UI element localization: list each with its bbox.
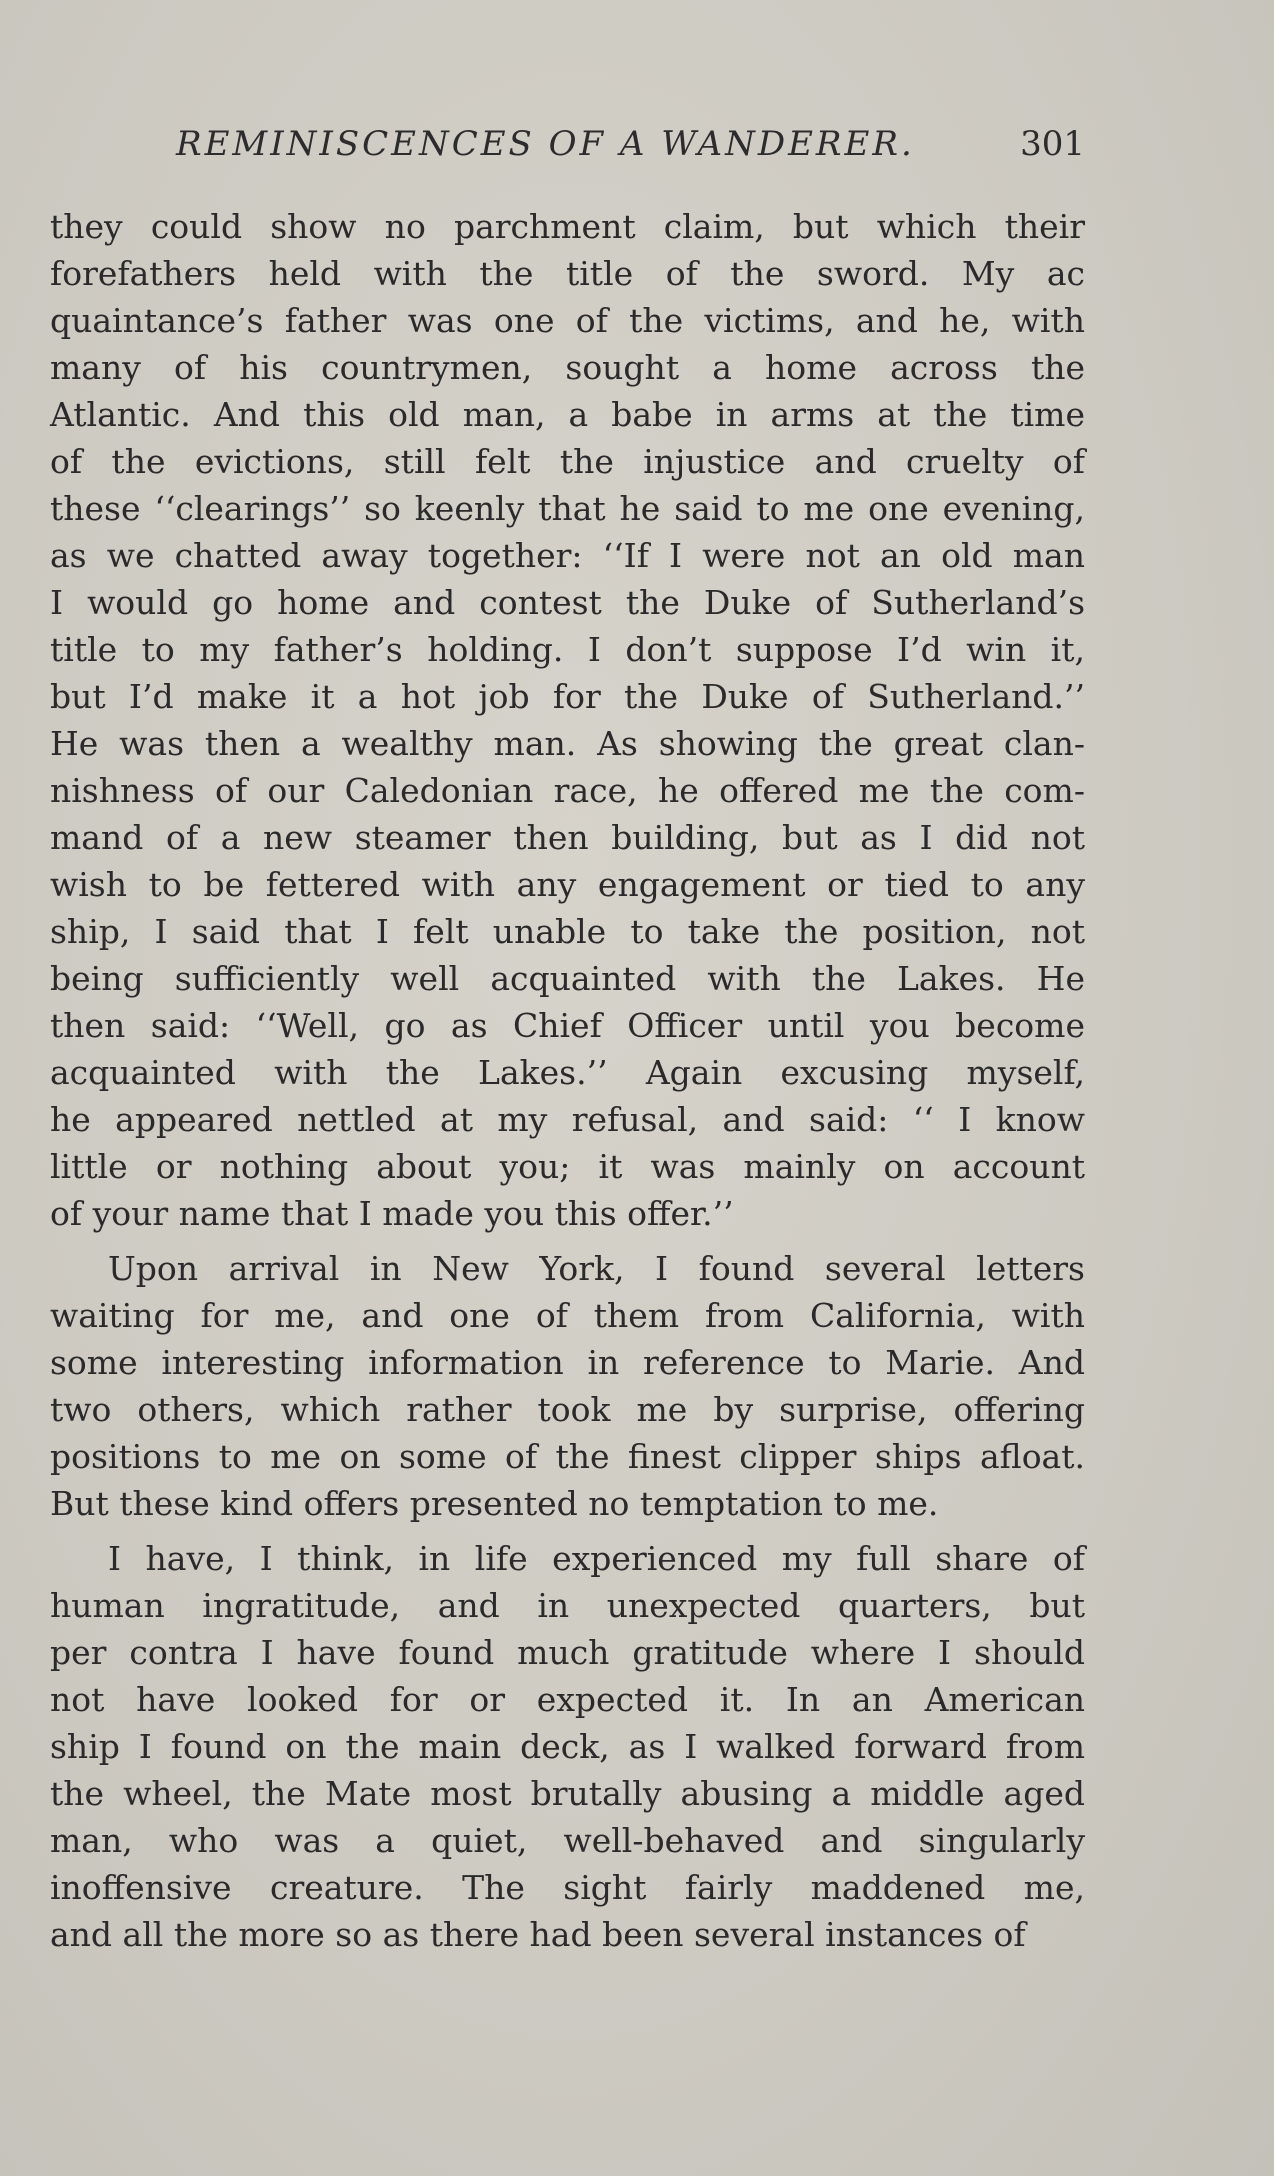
text-line: human ingratitude, and in unexpected quarters, but [50,1586,1085,1625]
paragraph-gap [50,1527,1085,1535]
text-line: nishness of our Caledonian race, he offered me the com- [50,771,1085,810]
text-line: man, who was a quiet, well-behaved and singularly [50,1821,1085,1860]
text-line: two others, which rather took me by surprise, offering [50,1390,1085,1429]
text-line: he appeared nettled at my refusal, and said: ‘‘ I know [50,1100,1085,1139]
text-line: these ‘‘clearings’’ so keenly that he said to me one evening, [50,489,1085,528]
text-line: waiting for me, and one of them from California, with [50,1296,1085,1335]
text-line: ship, I said that I felt unable to take the position, not [50,912,1085,951]
text-line: little or nothing about you; it was mainly on account [50,1147,1085,1186]
text-line: wish to be fettered with any engagement or tied to any [50,865,1085,904]
text-line: But these kind offers presented no temptation to me. [50,1484,939,1523]
running-title: REMINISCENCES OF A WANDERER. [176,124,915,164]
text-line: then said: ‘‘Well, go as Chief Officer until you become [50,1006,1085,1045]
text-line: forefathers held with the title of the sword. My ac [50,254,1085,293]
paragraph [50,1535,1085,1958]
text-line: and all the more so as there had been several instances of [50,1915,1026,1954]
text-line: ship I found on the main deck, as I walked forward from [50,1727,1085,1766]
paragraph [50,203,1085,1237]
text-line: of your name that I made you this offer.’’ [50,1194,734,1233]
page-number: 301 [1020,124,1085,164]
text-line: mand of a new steamer then building, but as I did not [50,818,1085,857]
text-line: per contra I have found much gratitude where I should [50,1633,1085,1672]
text-line: not have looked for or expected it. In an American [50,1680,1085,1719]
paragraph-gap [50,1237,1085,1245]
text-line: quaintance’s father was one of the victims, and he, with [50,301,1085,340]
paragraph [50,1245,1085,1527]
text-line: being sufficiently well acquainted with the Lakes. He [50,959,1085,998]
text-line: positions to me on some of the finest clipper ships afloat. [50,1437,1085,1476]
text-line: of the evictions, still felt the injustice and cruelty of [50,442,1085,481]
text-line: I would go home and contest the Duke of Sutherland’s [50,583,1085,622]
text-line: as we chatted away together: ‘‘If I were not an old man [50,536,1085,575]
text-line: they could show no parchment claim, but which their [50,207,1085,246]
text-line: acquainted with the Lakes.’’ Again excusing myself, [50,1053,1085,1092]
text-line: I have, I think, in life experienced my full share of [108,1539,1085,1578]
text-line: but I’d make it a hot job for the Duke of Sutherland.’’ [50,677,1085,716]
text-line: inoffensive creature. The sight fairly maddened me, [50,1868,1085,1907]
text-line: Upon arrival in New York, I found several letters [108,1249,1085,1288]
running-head [50,124,1085,174]
text-line: title to my father’s holding. I don’t suppose I’d win it, [50,630,1085,669]
text-line: He was then a wealthy man. As showing the great clan- [50,724,1085,763]
text-line: many of his countrymen, sought a home across the [50,348,1085,387]
text-line: Atlantic. And this old man, a babe in arms at the time [50,395,1085,434]
text-line: some interesting information in reference to Marie. And [50,1343,1085,1382]
text-line: the wheel, the Mate most brutally abusing a middle aged [50,1774,1085,1813]
body-text [50,203,1085,1958]
